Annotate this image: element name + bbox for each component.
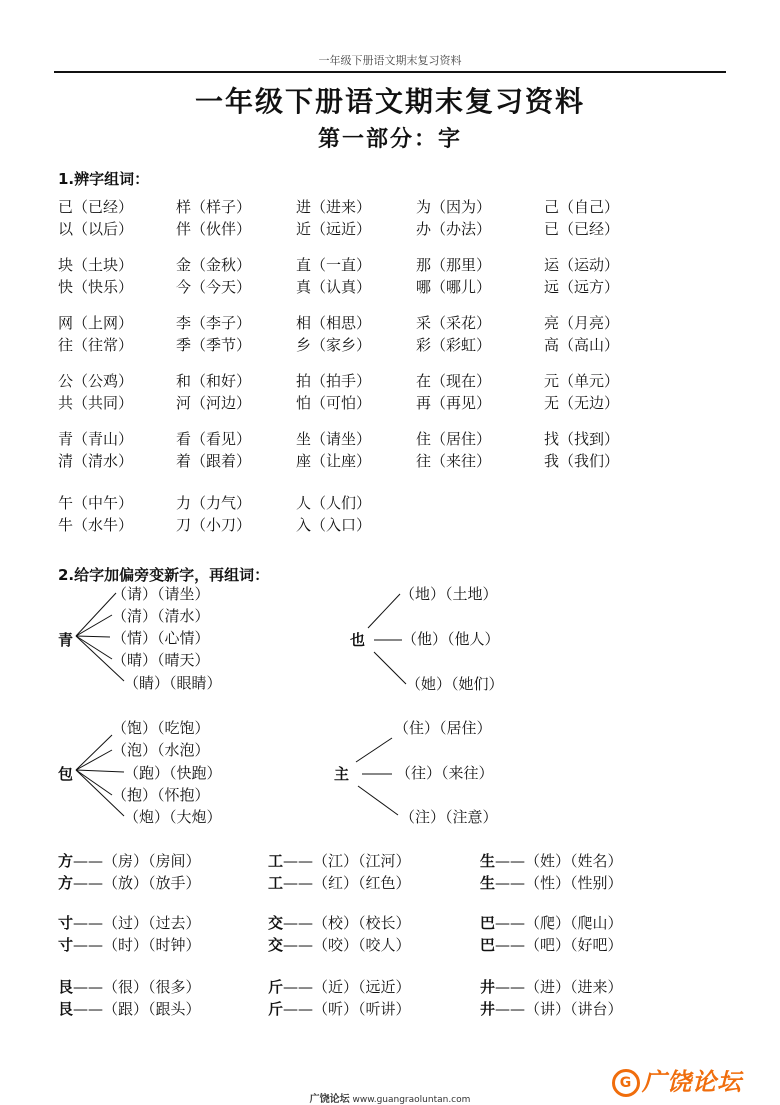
word-entry: 近（远近） xyxy=(296,220,372,238)
word-entry: 我（我们） xyxy=(544,452,620,470)
word-entry: 在（现在） xyxy=(416,372,492,390)
tree-branch: （睛）（眼睛） xyxy=(124,674,222,692)
tree-branch: （情）（心情） xyxy=(112,629,210,647)
word-entry: 力（力气） xyxy=(176,494,252,512)
tree-root-qing: 青 xyxy=(58,631,74,649)
word-entry: 彩（彩虹） xyxy=(416,336,492,354)
radical-words: （姓）（姓名） xyxy=(525,852,623,870)
word-entry: 为（因为） xyxy=(416,198,492,216)
tree-branch: （他）（他人） xyxy=(402,630,500,648)
radical-dash: —— xyxy=(73,978,104,996)
word-entry: 座（让座） xyxy=(296,452,372,470)
word-entry: 和（和好） xyxy=(176,372,252,390)
word-entry: 相（相思） xyxy=(296,314,372,332)
radical-dash: —— xyxy=(283,978,314,996)
word-entry: 以（以后） xyxy=(58,220,134,238)
word-entry: 快（快乐） xyxy=(58,278,134,296)
tree-root-bao: 包 xyxy=(58,765,74,783)
radical-words: （时）（时钟） xyxy=(103,936,201,954)
word-entry: 清（清水） xyxy=(58,452,134,470)
radical-root: 井 xyxy=(480,1000,496,1018)
radical-words: （校）（校长） xyxy=(313,914,411,932)
word-entry: 青（青山） xyxy=(58,430,134,448)
word-entry: 午（中午） xyxy=(58,494,134,512)
word-entry: 拍（拍手） xyxy=(296,372,372,390)
word-entry: 已（已经） xyxy=(58,198,134,216)
word-entry: 住（居住） xyxy=(416,430,492,448)
radical-dash: —— xyxy=(283,914,314,932)
radical-entry xyxy=(268,934,411,956)
radical-dash: —— xyxy=(283,852,314,870)
radical-root: 寸 xyxy=(58,936,74,954)
word-entry: 往（来往） xyxy=(416,452,492,470)
radical-dash: —— xyxy=(495,914,526,932)
word-entry: 高（高山） xyxy=(544,336,620,354)
radical-entry xyxy=(58,850,201,872)
radical-dash: —— xyxy=(495,874,526,892)
word-entry: 己（自己） xyxy=(544,198,620,216)
word-entry: 公（公鸡） xyxy=(58,372,134,390)
radical-entry xyxy=(268,976,411,998)
word-entry: 金（金秋） xyxy=(176,256,252,274)
word-entry: 坐（请坐） xyxy=(296,430,372,448)
word-entry: 今（今天） xyxy=(176,278,252,296)
logo-mark-icon: G xyxy=(612,1069,640,1097)
radical-dash: —— xyxy=(495,852,526,870)
word-entry: 再（再见） xyxy=(416,394,492,412)
word-entry: 李（李子） xyxy=(176,314,252,332)
radical-entry xyxy=(480,912,623,934)
radical-dash: —— xyxy=(495,978,526,996)
word-entry: 怕（可怕） xyxy=(296,394,372,412)
radical-dash: —— xyxy=(283,1000,314,1018)
radical-words: （放）（放手） xyxy=(103,874,201,892)
radical-root: 工 xyxy=(268,852,284,870)
radical-words: （近）（远近） xyxy=(313,978,411,996)
word-entry: 运（运动） xyxy=(544,256,620,274)
radical-entry xyxy=(480,998,623,1020)
radical-root: 交 xyxy=(268,936,284,954)
radical-words: （性）（性别） xyxy=(525,874,623,892)
word-entry: 真（认真） xyxy=(296,278,372,296)
radical-root: 生 xyxy=(480,852,496,870)
radical-words: （江）（江河） xyxy=(313,852,411,870)
radical-words: （进）（进来） xyxy=(525,978,623,996)
radical-root: 艮 xyxy=(58,978,74,996)
radical-root: 斤 xyxy=(268,978,284,996)
word-entry: 牛（水牛） xyxy=(58,516,134,534)
radical-root: 生 xyxy=(480,874,496,892)
word-entry: 入（入口） xyxy=(296,516,372,534)
radical-words: （红）（红色） xyxy=(313,874,411,892)
tree-branch: （她）（她们） xyxy=(406,675,504,693)
word-entry: 已（已经） xyxy=(544,220,620,238)
word-entry: 办（办法） xyxy=(416,220,492,238)
logo-text: 广饶论坛 xyxy=(642,1068,742,1096)
word-entry: 河（河边） xyxy=(176,394,252,412)
tree-root-zhu: 主 xyxy=(334,765,350,783)
word-entry: 往（往常） xyxy=(58,336,134,354)
tree-branch: （注）（注意） xyxy=(400,808,498,826)
radical-entry xyxy=(58,934,201,956)
tree-branch: （往）（来往） xyxy=(396,764,494,782)
word-entry: 哪（哪儿） xyxy=(416,278,492,296)
word-entry: 共（共同） xyxy=(58,394,134,412)
radical-dash: —— xyxy=(495,1000,526,1018)
radical-words: （过）（过去） xyxy=(103,914,201,932)
radical-words: （听）（听讲） xyxy=(313,1000,411,1018)
radical-root: 工 xyxy=(268,874,284,892)
radical-words: （跟）（跟头） xyxy=(103,1000,201,1018)
radical-entry xyxy=(58,872,201,894)
radical-root: 巴 xyxy=(480,936,496,954)
word-entry: 块（土块） xyxy=(58,256,134,274)
radical-dash: —— xyxy=(283,936,314,954)
word-entry: 伴（伙伴） xyxy=(176,220,252,238)
footer-url: www.guangraoluntan.com xyxy=(352,1095,471,1105)
radical-dash: —— xyxy=(73,1000,104,1018)
word-entry: 找（找到） xyxy=(544,430,620,448)
radical-entry xyxy=(480,934,623,956)
section1-heading: 1.辨字组词： xyxy=(58,170,150,188)
radical-entry xyxy=(268,850,411,872)
radical-entry xyxy=(58,976,201,998)
word-entry: 元（单元） xyxy=(544,372,620,390)
tree-branch: （清）（清水） xyxy=(112,607,210,625)
section2-heading: 2.给字加偏旁变新字，再组词： xyxy=(58,566,270,584)
tree-branch: （抱）（怀抱） xyxy=(112,786,210,804)
radical-root: 方 xyxy=(58,874,74,892)
tree-branch: （住）（居住） xyxy=(394,719,492,737)
radical-root: 井 xyxy=(480,978,496,996)
radical-entry xyxy=(268,998,411,1020)
radical-entry xyxy=(268,912,411,934)
radical-dash: —— xyxy=(73,914,104,932)
word-entry: 乡（家乡） xyxy=(296,336,372,354)
word-entry: 进（进来） xyxy=(296,198,372,216)
radical-root: 寸 xyxy=(58,914,74,932)
word-entry: 样（样子） xyxy=(176,198,252,216)
word-entry: 远（远方） xyxy=(544,278,620,296)
word-entry: 人（人们） xyxy=(296,494,372,512)
radical-dash: —— xyxy=(73,936,104,954)
radical-entry xyxy=(268,872,411,894)
radical-words: （咬）（咬人） xyxy=(313,936,411,954)
running-header: 一年级下册语文期末复习资料 xyxy=(318,54,462,67)
radical-root: 方 xyxy=(58,852,74,870)
radical-words: （房）（房间） xyxy=(103,852,201,870)
word-entry: 亮（月亮） xyxy=(544,314,620,332)
word-entry: 采（采花） xyxy=(416,314,492,332)
page-subtitle: 第一部分：字 xyxy=(317,126,462,152)
word-entry: 直（一直） xyxy=(296,256,372,274)
radical-root: 斤 xyxy=(268,1000,284,1018)
radical-root: 交 xyxy=(268,914,284,932)
radical-entry xyxy=(58,912,201,934)
radical-words: （很）（很多） xyxy=(103,978,201,996)
radical-words: （讲）（讲台） xyxy=(525,1000,623,1018)
word-entry: 那（那里） xyxy=(416,256,492,274)
radical-dash: —— xyxy=(73,852,104,870)
word-entry: 看（看见） xyxy=(176,430,252,448)
tree-root-ye: 也 xyxy=(350,631,366,649)
tree-branch: （跑）（快跑） xyxy=(124,764,222,782)
tree-branch: （炮）（大炮） xyxy=(124,808,222,826)
tree-branch: （请）（请坐） xyxy=(112,585,210,603)
radical-dash: —— xyxy=(283,874,314,892)
word-entry: 网（上网） xyxy=(58,314,134,332)
tree-branch: （晴）（晴天） xyxy=(112,651,210,669)
radical-root: 艮 xyxy=(58,1000,74,1018)
radical-entry xyxy=(480,872,623,894)
radical-dash: —— xyxy=(495,936,526,954)
word-entry: 季（季节） xyxy=(176,336,252,354)
tree-branch: （饱）（吃饱） xyxy=(112,719,210,737)
radical-dash: —— xyxy=(73,874,104,892)
footer-site-name: 广饶论坛 xyxy=(309,1094,350,1105)
word-entry: 刀（小刀） xyxy=(176,516,252,534)
radical-words: （爬）（爬山） xyxy=(525,914,623,932)
radical-root: 巴 xyxy=(480,914,496,932)
word-entry: 着（跟着） xyxy=(176,452,252,470)
tree-branch: （地）（土地） xyxy=(400,585,498,603)
radical-entry xyxy=(480,850,623,872)
page-title: 一年级下册语文期末复习资料 xyxy=(194,85,585,118)
radical-words: （吧）（好吧） xyxy=(525,936,623,954)
tree-branch: （泡）（水泡） xyxy=(112,741,210,759)
radical-entry xyxy=(480,976,623,998)
radical-entry xyxy=(58,998,201,1020)
word-entry: 无（无边） xyxy=(544,394,620,412)
